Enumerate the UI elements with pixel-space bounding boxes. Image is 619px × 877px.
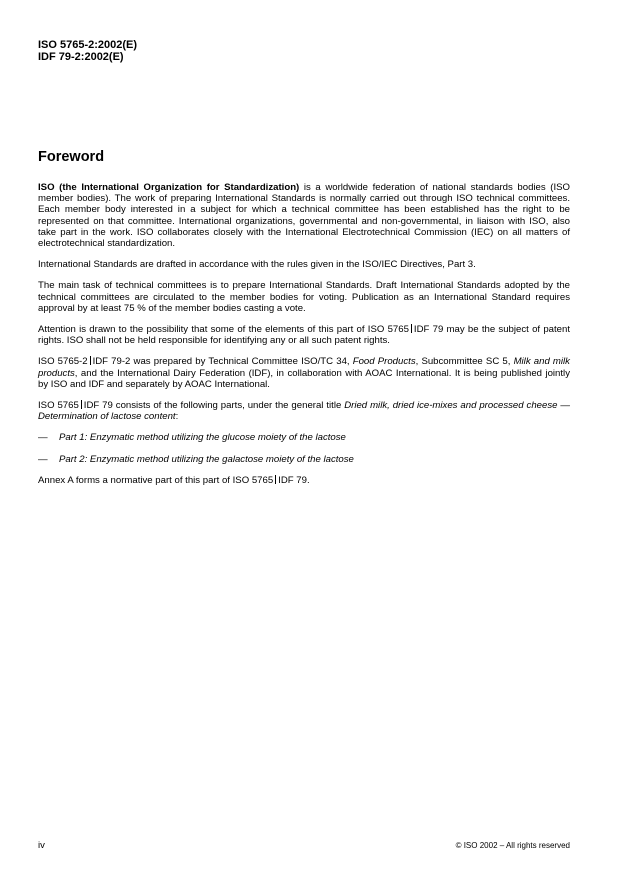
separator-bar — [81, 400, 82, 409]
list-item: — Part 1: Enzymatic method utilizing the glucose moiety of the lactose — [38, 432, 346, 444]
paragraph-annex: Annex A forms a normative part of this part of ISO 5765 IDF 79. — [38, 474, 310, 486]
iso-definition-bold: ISO (the International Organization for Standardization) — [38, 182, 300, 193]
page-title: Foreword — [38, 149, 105, 165]
paragraph-patent-rights: Attention is drawn to the possibility that some of the elements of this part of ISO 5765 IDF 79 may be the subject of patent rights. ISO shall not be held responsible for identifying any or all such patent rights. — [38, 324, 570, 347]
paragraph-preparation: ISO 5765-2 IDF 79-2 was prepared by Technical Committee ISO/TC 34, Food Products, Subcommittee SC 5, Milk and milk products, and the International Dairy Federation (IDF), in collaboration with AOAC International. It is being published jointly by ISO and IDF and separately by AOAC International. — [38, 356, 570, 390]
separator-bar — [411, 324, 412, 333]
separator-bar — [90, 356, 91, 365]
list-item: — Part 2: Enzymatic method utilizing the galactose moiety of the lactose — [38, 453, 354, 465]
paragraph-parts-intro: ISO 5765 IDF 79 consists of the following parts, under the general title Dried milk, dried ice-mixes and processed cheese — Determination of lactose content: — [38, 400, 570, 423]
document-header — [38, 39, 137, 63]
page-number: iv — [38, 840, 45, 851]
paragraph-iso-intro: ISO (the International Organization for Standardization) is a worldwide federation of national standards bodies (ISO member bodies). The work of preparing International Standards is normally carried out through ISO technical committees. Each member body interested in a subject for which a technical committee has been established has the right to be represented on that committee. International organizations, governmental and non-governmental, in liaison with ISO, also take part in the work. ISO collaborates closely with the International Electrotechnical Commission (IEC) on all matters of electrotechnical standardization. — [38, 182, 570, 250]
paragraph-committees: The main task of technical committees is to prepare International Standards. Draft International Standards adopted by the technical committees are circulated to the member bodies for voting. Publication as an International Standard requires approval by at least 75 % of the member bodies casting a vote. — [38, 280, 570, 314]
paragraph-directives: International Standards are drafted in accordance with the rules given in the ISO/IEC Directives, Part 3. — [38, 259, 476, 271]
foreword-body — [38, 182, 570, 496]
copyright-notice: © ISO 2002 – All rights reserved — [455, 841, 570, 850]
header-idf-number: IDF 79-2:2002(E) — [38, 51, 124, 63]
header-iso-number: ISO 5765-2:2002(E) — [38, 39, 138, 51]
separator-bar — [275, 475, 276, 484]
